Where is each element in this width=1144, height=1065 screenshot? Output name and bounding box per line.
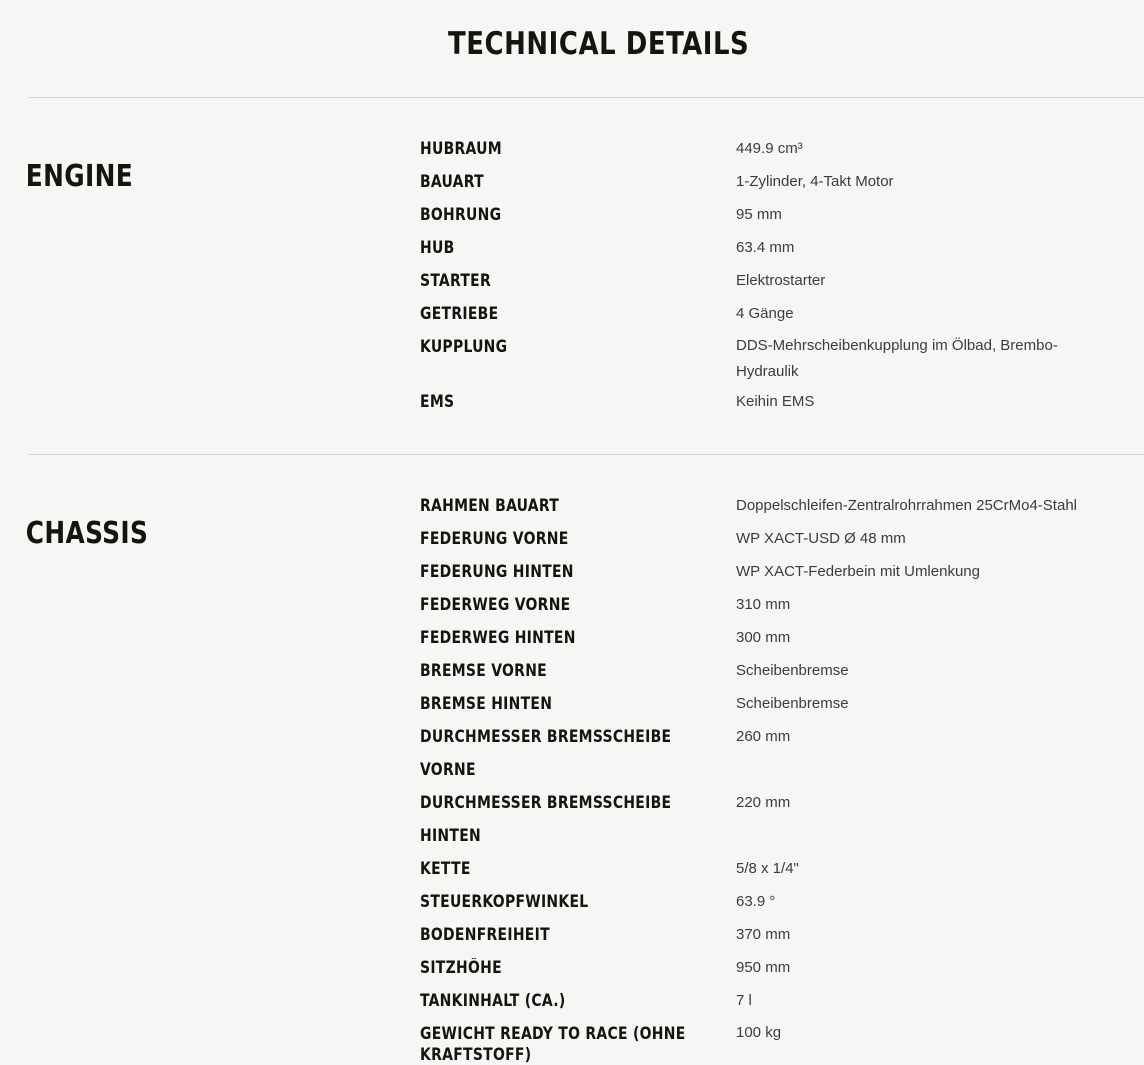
- spec-table-engine: [420, 126, 1144, 418]
- section-title-engine: ENGINE: [25, 159, 134, 194]
- spec-label: KUPPLUNG: [420, 337, 508, 356]
- spec-label: SITZHÖHE: [420, 958, 502, 977]
- page-header: [0, 0, 1144, 97]
- table-row: [420, 588, 1144, 621]
- spec-value: 310 mm: [736, 596, 791, 613]
- spec-value: 63.4 mm: [736, 239, 795, 256]
- spec-value: 449.9 cm³: [736, 140, 803, 157]
- table-row: [420, 984, 1144, 1017]
- section-chassis: [0, 455, 1144, 1065]
- spec-label: FEDERUNG HINTEN: [420, 562, 574, 581]
- spec-label: BAUART: [420, 172, 484, 191]
- table-row: [420, 786, 1144, 852]
- spec-value: 300 mm: [736, 629, 791, 646]
- spec-label: BODENFREIHEIT: [420, 925, 550, 944]
- table-row: [420, 489, 1144, 522]
- spec-label: TANKINHALT (CA.): [420, 991, 566, 1010]
- table-row: [420, 132, 1144, 165]
- spec-label: STARTER: [420, 271, 491, 290]
- spec-value: 95 mm: [736, 206, 782, 223]
- table-row: [420, 885, 1144, 918]
- spec-value: 1-Zylinder, 4-Takt Motor: [736, 173, 894, 190]
- table-row: [420, 951, 1144, 984]
- table-row: [420, 231, 1144, 264]
- table-row: [420, 165, 1144, 198]
- spec-label: EMS: [420, 392, 455, 411]
- spec-label: KETTE: [420, 859, 471, 878]
- spec-value: 5/8 x 1/4": [736, 860, 799, 877]
- spec-label: FEDERWEG VORNE: [420, 595, 571, 614]
- table-row: [420, 687, 1144, 720]
- spec-table-chassis: [420, 483, 1144, 1065]
- spec-value: Elektrostarter: [736, 272, 826, 289]
- table-row: [420, 621, 1144, 654]
- spec-label: BREMSE HINTEN: [420, 694, 553, 713]
- section-engine: [0, 98, 1144, 454]
- spec-label: DURCHMESSER BREMSSCHEIBE HINTEN: [420, 793, 672, 845]
- spec-value: Scheibenbremse: [736, 662, 849, 679]
- table-row: [420, 720, 1144, 786]
- spec-value: Doppelschleifen-Zentralrohrrahmen 25CrMo4-Stahl: [736, 497, 1077, 514]
- spec-label: BOHRUNG: [420, 205, 502, 224]
- spec-value: DDS-Mehrscheibenkupplung im Ölbad, Brembo-Hydraulik: [736, 337, 1058, 380]
- table-row: [420, 264, 1144, 297]
- spec-label: HUBRAUM: [420, 139, 502, 158]
- spec-label: DURCHMESSER BREMSSCHEIBE VORNE: [420, 727, 672, 779]
- spec-value: Scheibenbremse: [736, 695, 849, 712]
- spec-value: 260 mm: [736, 728, 791, 745]
- spec-value: 370 mm: [736, 926, 791, 943]
- table-row: [420, 330, 1144, 385]
- table-row: [420, 918, 1144, 951]
- table-row: [420, 654, 1144, 687]
- table-row: [420, 852, 1144, 885]
- spec-label: FEDERWEG HINTEN: [420, 628, 576, 647]
- spec-value: 4 Gänge: [736, 305, 794, 322]
- spec-value: 950 mm: [736, 959, 791, 976]
- spec-value: Keihin EMS: [736, 393, 815, 410]
- table-row: [420, 198, 1144, 231]
- spec-value: 7 l: [736, 992, 752, 1009]
- spec-label: STEUERKOPFWINKEL: [420, 892, 589, 911]
- spec-label: RAHMEN BAUART: [420, 496, 560, 515]
- spec-label: GEWICHT READY TO RACE (OHNE KRAFTSTOFF): [420, 1024, 686, 1064]
- spec-label: GETRIEBE: [420, 304, 499, 323]
- table-row: [420, 1017, 1144, 1065]
- spec-value: 100 kg: [736, 1024, 782, 1041]
- table-row: [420, 297, 1144, 330]
- table-row: [420, 522, 1144, 555]
- spec-label: FEDERUNG VORNE: [420, 529, 569, 548]
- spec-label: BREMSE VORNE: [420, 661, 547, 680]
- table-row: [420, 555, 1144, 588]
- spec-value: 220 mm: [736, 794, 791, 811]
- section-title-chassis: CHASSIS: [25, 516, 149, 551]
- spec-value: WP XACT-USD Ø 48 mm: [736, 530, 906, 547]
- spec-value: 63.9 °: [736, 893, 776, 910]
- spec-value: WP XACT-Federbein mit Umlenkung: [736, 563, 980, 580]
- spec-label: HUB: [420, 238, 455, 257]
- page-title: TECHNICAL DETAILS: [448, 26, 750, 62]
- table-row: [420, 385, 1144, 418]
